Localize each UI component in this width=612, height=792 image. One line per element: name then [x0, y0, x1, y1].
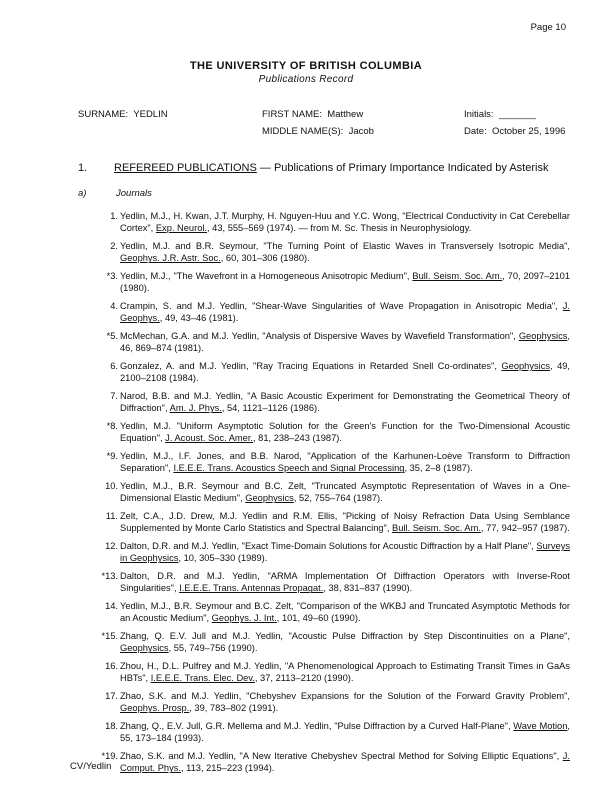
subsection-letter: a) [78, 188, 87, 199]
entry-journal: I.E.E.E. Trans. Antennas Propagat. [179, 583, 324, 594]
entry-journal: Am. J. Phys. [169, 403, 222, 414]
entry-citation [120, 210, 570, 235]
entry-details: , 49, 2100–2108 (1984). [120, 361, 570, 384]
section-heading [78, 162, 548, 174]
entry-journal: Geophysics [120, 643, 169, 654]
entry-citation [120, 420, 570, 445]
entry-number: 2. [110, 241, 118, 251]
entry-number: *8. [106, 421, 118, 431]
entry-authors-title: Zhou, H., D.L. Pulfrey and M.J. Yedlin, "A Phenomenological Approach to Estimating Transit Times in GaAs HBTs", [120, 661, 570, 684]
entry-details: , 46, 869–874 (1981). [120, 331, 570, 354]
entry-number: 7. [110, 391, 118, 401]
entry-authors-title: Yedlin, M.J., B.R. Seymour and B.C. Zelt, "Comparison of the WKBJ and Truncated Asymptotic Methods for an Acoustic Medium", [120, 601, 570, 624]
entry-citation [120, 330, 570, 355]
publication-entry [106, 420, 570, 445]
entry-details: , 39, 783–802 (1991). [189, 703, 279, 714]
initials-field [464, 109, 536, 120]
publication-entry [105, 510, 570, 535]
date-field [464, 126, 565, 137]
entry-journal: I.E.E.E. Trans. Elec. Dev. [150, 673, 255, 684]
entry-details: , 35, 2–8 (1987). [404, 463, 473, 474]
entry-citation [120, 390, 570, 415]
publication-entry [106, 330, 570, 355]
publication-entry [110, 360, 570, 385]
entry-journal: Geophys. J.R. Astr. Soc. [120, 253, 221, 264]
entry-journal: Geophysics [518, 331, 568, 341]
entry-authors-title: Zhao, S.K. and M.J. Yedlin, "Chebyshev Expansions for the Solution of the Forward Gravity Problem", [120, 691, 570, 701]
publication-entry [110, 240, 570, 265]
entry-authors-title: Yedlin, M.J., "The Wavefront in a Homogeneous Anisotropic Medium", [120, 271, 413, 281]
entry-details: , 60, 301–306 (1980). [220, 253, 310, 264]
entry-details: , 49, 43–46 (1981). [159, 313, 239, 324]
entry-citation [120, 630, 570, 655]
entry-citation [120, 300, 570, 325]
entry-number: *19. [101, 751, 118, 761]
entry-number: *3. [106, 271, 118, 281]
publication-entry [105, 600, 570, 625]
first-name-field [262, 109, 363, 120]
publication-entry [110, 390, 570, 415]
publication-entry [105, 540, 570, 565]
entry-details: , 55, 749–756 (1990). [168, 643, 258, 654]
entry-details: , 43, 555–569 (1974). — from M. Sc. Thesis in Neurophysiology. [207, 223, 472, 234]
entry-details: , 113, 215–223 (1994). [180, 763, 275, 774]
publication-entry [101, 570, 570, 595]
entry-journal: I.E.E.E. Trans. Acoustics Speech and Signal Processing [173, 463, 405, 474]
page-number: Page 10 [530, 22, 566, 33]
document-subtitle: Publications Record [258, 74, 354, 85]
entry-citation [120, 450, 570, 475]
entry-number: *5. [106, 331, 118, 341]
date-value: October 25, 1996 [492, 126, 566, 137]
publication-entry [106, 270, 570, 295]
publication-entry [101, 750, 570, 775]
middle-name-field [262, 126, 374, 137]
entry-citation [120, 540, 570, 565]
entry-number: 10. [105, 481, 118, 491]
entry-journal: J. Comput. Phys. [120, 751, 570, 774]
entry-authors-title: Crampin, S. and M.J. Yedlin, "Shear-Wave Singularities of Wave Propagation in Anisotropic Media", [120, 301, 563, 311]
surname-label: SURNAME: [78, 109, 129, 120]
publication-entry [105, 480, 570, 505]
entry-authors-title: Zhao, S.K. and M.J. Yedlin, "A New Iterative Chebyshev Spectral Method for Solving Elliptic Equations", [120, 751, 563, 761]
entry-journal: Bull. Seism. Soc. Am. [412, 271, 503, 281]
subsection-heading [78, 188, 152, 199]
entry-authors-title: Yedlin, M.J., B.R. Seymour and B.C. Zelt, "Truncated Asymptotic Representation of Waves in a One-Dimensional Elastic Medium", [120, 481, 570, 504]
surname-field [78, 109, 168, 120]
publication-entry [110, 300, 570, 325]
subsection-title: Journals [116, 188, 152, 199]
middle-name-label: MIDDLE NAME(S): [262, 126, 344, 137]
entry-authors-title: Yedlin, M.J., I.F. Jones, and B.B. Narod, "Application of the Karhunen-Loève Transform to Diffraction Separation", [120, 451, 570, 474]
entry-details: , 38, 831–837 (1990). [323, 583, 413, 594]
entry-number: 17. [105, 691, 118, 701]
entry-authors-title: Dalton, D.R. and M.J. Yedlin, "Exact Time-Domain Solutions for Acoustic Diffraction by a Half Plane", [120, 541, 537, 551]
entry-citation [120, 240, 570, 265]
entry-authors-title: Yedlin, M.J. and B.R. Seymour, "The Turning Point of Elastic Waves in Transversely Isotropic Media", [120, 241, 570, 251]
entry-journal: Geophys. Prosp. [120, 703, 190, 714]
section-number: 1. [78, 162, 88, 174]
entry-details: , 37, 2113–2120 (1990). [254, 673, 354, 684]
entry-citation [120, 690, 570, 715]
entry-citation [120, 270, 570, 295]
publication-entry [105, 660, 570, 685]
entry-journal: Surveys in Geophysics [120, 541, 570, 564]
entry-citation [120, 510, 570, 535]
publication-entry [105, 690, 570, 715]
entry-journal: J. Acoust. Soc. Amer. [165, 433, 254, 444]
first-name-label: FIRST NAME: [262, 109, 322, 120]
entry-citation [120, 660, 570, 685]
entry-number: 16. [105, 661, 118, 671]
entry-authors-title: Narod, B.B. and M.J. Yedlin, "A Basic Acoustic Experiment for Demonstrating the Geometrical Theory of Diffraction", [120, 391, 570, 414]
initials-label: Initials: [464, 109, 494, 120]
document-title: THE UNIVERSITY OF BRITISH COLUMBIA [189, 60, 423, 72]
middle-name-value: Jacob [348, 126, 374, 137]
entry-citation [120, 720, 570, 745]
entry-details: , 10, 305–330 (1989). [178, 553, 268, 564]
publication-entry [106, 450, 570, 475]
section-title: REFEREED PUBLICATIONS [114, 162, 257, 174]
surname-value: YEDLIN [133, 109, 168, 120]
publication-entry [110, 210, 570, 235]
entry-authors-title: Yedlin, M.J., H. Kwan, J.T. Murphy, H. Nguyen-Huu and Y.C. Wong, "Electrical Conductivity in Cat Cerebellar Cortex", [120, 211, 570, 234]
entry-citation [120, 600, 570, 625]
entry-authors-title: McMechan, G.A. and M.J. Yedlin, "Analysis of Dispersive Waves by Wavefield Transformation", [120, 331, 519, 341]
entry-number: 18. [105, 721, 118, 731]
entry-number: *9. [106, 451, 118, 461]
entry-number: 11. [105, 511, 118, 521]
entry-authors-title: Yedlin, M.J. "Uniform Asymptotic Solution for the Green's Function for the Two-Dimensional Acoustic Equation", [120, 421, 570, 444]
entry-authors-title: Dalton, D.R. and M.J. Yedlin, "ARMA Implementation Of Diffraction Operators with Inverse-Root Singularities", [120, 571, 570, 594]
entry-journal: Bull. Seism. Soc. Am. [392, 523, 481, 534]
entry-authors-title: Gonzalez, A. and M.J. Yedlin, "Ray Tracing Equations in Retarded Snell Co-ordinates", [120, 361, 502, 371]
first-name-value: Matthew [327, 109, 364, 120]
entry-journal: J. Geophys. [120, 301, 570, 324]
entry-citation [120, 570, 570, 595]
entry-details: , 54, 1121–1126 (1986). [221, 403, 320, 414]
entry-details: , 52, 755–764 (1987). [293, 493, 383, 504]
entry-details: , 81, 238–243 (1987). [253, 433, 342, 444]
entry-authors-title: Zelt, C.A., J.D. Drew, M.J. Yedlin and R.M. Ellis, "Picking of Noisy Refraction Data Using Semblance Supplemented by Monte Carlo Statistics and Spectral Balancing", [120, 511, 570, 534]
entry-journal: Wave Motion [513, 721, 568, 731]
initials-value: _______ [498, 109, 536, 120]
entry-details: , 70, 2097–2101 (1980). [120, 271, 570, 294]
entry-number: *13. [101, 571, 118, 581]
entry-journal: Geophys. J. Int. [211, 613, 277, 624]
entry-number: 14. [105, 601, 118, 611]
publication-entry [101, 630, 570, 655]
entry-journal: Geophysics [245, 493, 294, 504]
entry-details: , 101, 49–60 (1990). [276, 613, 361, 624]
publication-list [101, 210, 570, 780]
entry-number: 1. [110, 211, 118, 221]
entry-citation [120, 750, 570, 775]
entry-authors-title: Zhang, Q. E.V. Jull and M.J. Yedlin, "Acoustic Pulse Diffraction by Step Discontinuities on a Plane", [120, 631, 570, 641]
entry-number: *15. [101, 631, 118, 641]
entry-citation [120, 360, 570, 385]
publication-entry [105, 720, 570, 745]
entry-number: 6. [110, 361, 118, 371]
entry-journal: Geophysics [501, 361, 550, 371]
entry-number: 12. [105, 541, 118, 551]
entry-citation [120, 480, 570, 505]
section-title-rest: — Publications of Primary Importance Indicated by Asterisk [256, 162, 549, 174]
entry-details: , 77, 942–957 (1987). [480, 523, 570, 534]
date-label: Date: [464, 126, 487, 137]
entry-journal: Exp. Neurol. [155, 223, 208, 234]
footer-text: CV/Yedlin [70, 761, 112, 772]
entry-details: , 55, 173–184 (1993). [120, 721, 570, 744]
entry-number: 4. [110, 301, 118, 311]
entry-authors-title: Zhang, Q., E.V. Jull, G.R. Mellema and M.J. Yedlin, "Pulse Diffraction by a Curved Half-Plane", [120, 721, 514, 731]
